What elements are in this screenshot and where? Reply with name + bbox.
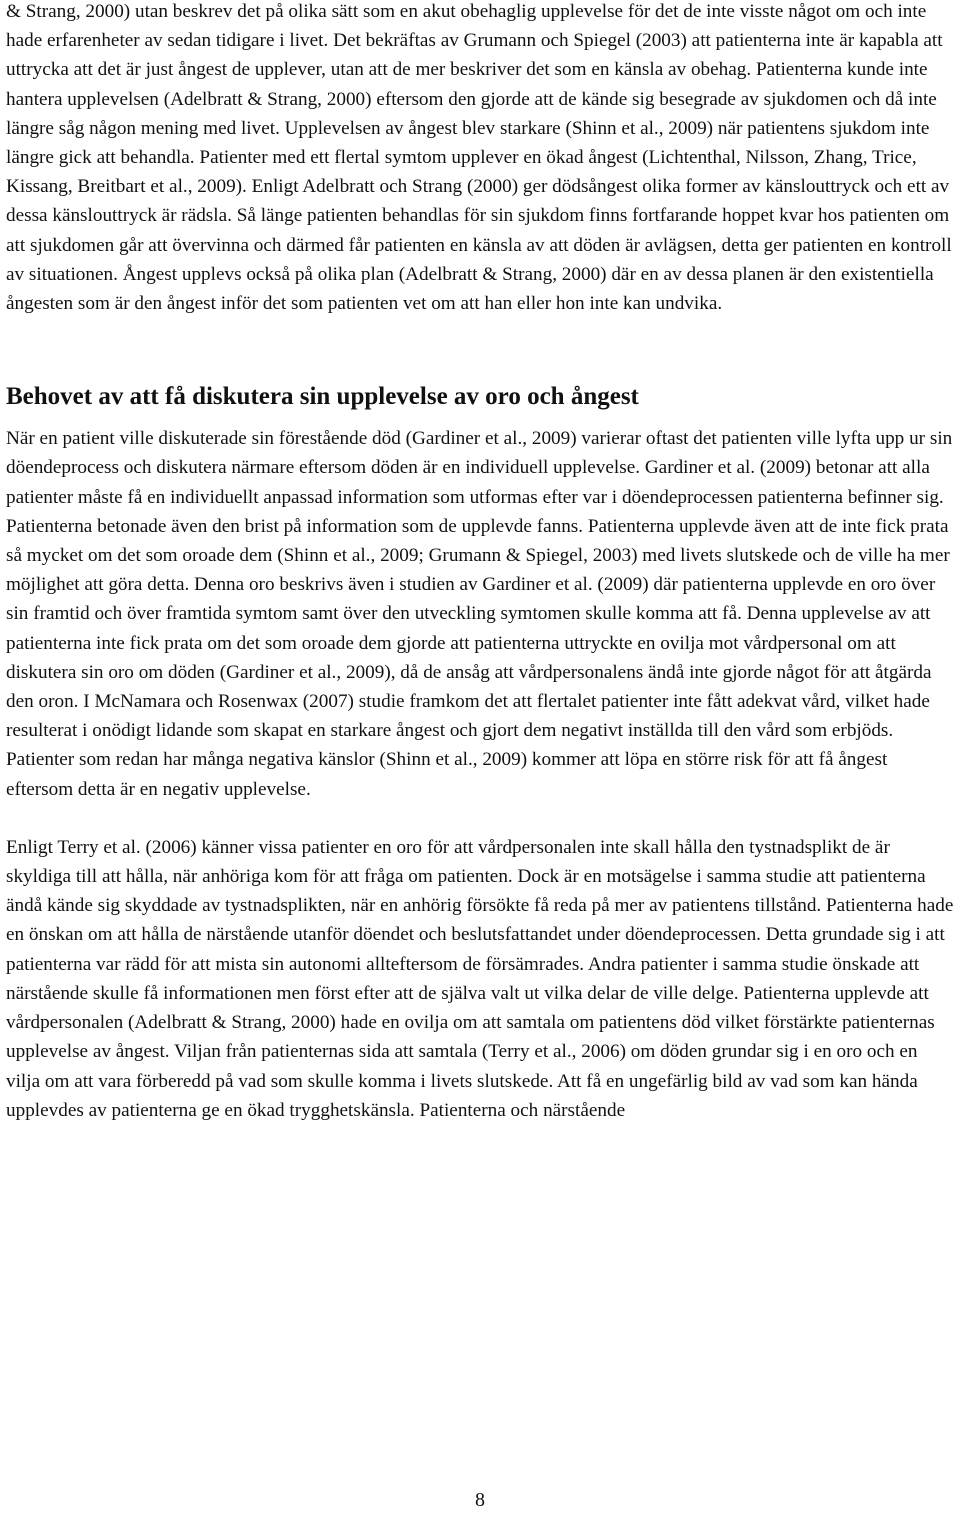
page-number: 8: [475, 1489, 485, 1511]
body-paragraph-anxiety-experience: & Strang, 2000) utan beskrev det på olika sätt som en akut obehaglig upplevelse för det de inte visste något om och inte hade erfarenheter av sedan tidigare i livet. Det bekräftas av Grumann och Spiegel (2003) att patienterna inte är kapabla att uttrycka att det är just ångest de upplever, utan att de mer beskriver det som en känsla av obehag. Patienterna kunde inte hantera upplevelsen (Adelbratt & Strang, 2000) eftersom den gjorde att de kände sig besegrade av sjukdomen och då inte längre såg någon mening med livet. Upplevelsen av ångest blev starkare (Shinn et al., 2009) när patientens sjukdom inte längre gick att behandla. Patienter med ett flertal symtom upplever en ökad ångest (Lichtenthal, Nilsson, Zhang, Trice, Kissang, Breitbart et al., 2009). Enligt Adelbratt och Strang (2000) ger dödsångest olika former av känslouttryck och ett av dessa känslouttryck är rädsla. Så länge patienten behandlas för sin sjukdom finns fortfarande hoppet kvar hos patienten om att sjukdomen går att övervinna och därmed får patienten en känsla av att döden är avlägsen, detta ger patienten en kontroll av situationen. Ångest upplevs också på olika plan (Adelbratt & Strang, 2000) där en av dessa planen är den existentiella ångesten som är den ångest inför det som patienten vet om att han eller hon inte kan undvika.: [6, 1, 952, 315]
document-page: [6, 0, 954, 1125]
section-heading: Behovet av att få diskutera sin upplevelse av oro och ångest: [6, 383, 639, 411]
body-paragraph-confidentiality: Enligt Terry et al. (2006) känner vissa patienter en oro för att vårdpersonalen inte skall hålla den tystnadsplikt de är skyldiga till att hålla, när anhöriga kom för att fråga om patienten. Dock är en motsägelse i samma studie att patienterna ändå kände sig skyddade av tystnadsplikten, när en anhörig försökte få reda på mer av patientens tillstånd. Patienterna hade en önskan om att hålla de närstående utanför döendet och beslutsfattandet under döendeprocessen. Detta grundade sig i att patienterna var rädd för att mista sin autonomi allteftersom de försämrades. Andra patienter i samma studie önskade att närstående skulle få informationen men först efter att de själva valt ut vilka delar de ville delge. Patienterna upplevde att vårdpersonalen (Adelbratt & Strang, 2000) hade en ovilja om att samtala om patientens död vilket förstärkte patienternas upplevelse av ångest. Viljan från patienternas sida att samtala (Terry et al., 2006) om döden grundar sig i en oro och en vilja om att vara förberedd på vad som skulle komma i livets slutskede. Att få en ungefärlig bild av vad som kan hända upplevdes av patienterna ge en ökad trygghetskänsla. Patienterna och närstående: [6, 836, 954, 1121]
body-paragraph-need-to-discuss: När en patient ville diskuterade sin förestående död (Gardiner et al., 2009) varierar oftast det patienten ville lyfta upp ur sin döendeprocess och diskutera närmare eftersom döden är en individuell upplevelse. Gardiner et al. (2009) betonar att alla patienter måste få en individuellt anpassad information som utformas efter var i döendeprocessen patienterna befinner sig. Patienterna betonade även den brist på information som de upplevde fanns. Patienterna upplevde även att de inte fick prata så mycket om det som oroade dem (Shinn et al., 2009; Grumann & Spiegel, 2003) med livets slutskede och de ville ha mer möjlighet att göra detta. Denna oro beskrivs även i studien av Gardiner et al. (2009) där patienterna upplevde en oro över sin framtid och över framtida symtom samt över den utveckling symtomen skulle komma att få. Denna upplevelse av att patienterna inte fick prata om det som oroade dem gjorde att patienterna uttryckte en ovilja mot vårdpersonal om att diskutera sin oro om döden (Gardiner et al., 2009), då de ansåg att vårdpersonalens ändå inte gjorde något för att åtgärda den oron. I McNamara och Rosenwax (2007) studie framkom det att flertalet patienter inte fått adekvat vård, vilket hade resulterat i onödigt lidande som skapat en starkare ångest och gjort dem negativt inställda till den vård som erbjöds. Patienter som redan har många negativa känslor (Shinn et al., 2009) kommer att löpa en större risk för att få ångest eftersom detta är en negativ upplevelse.: [6, 428, 953, 800]
